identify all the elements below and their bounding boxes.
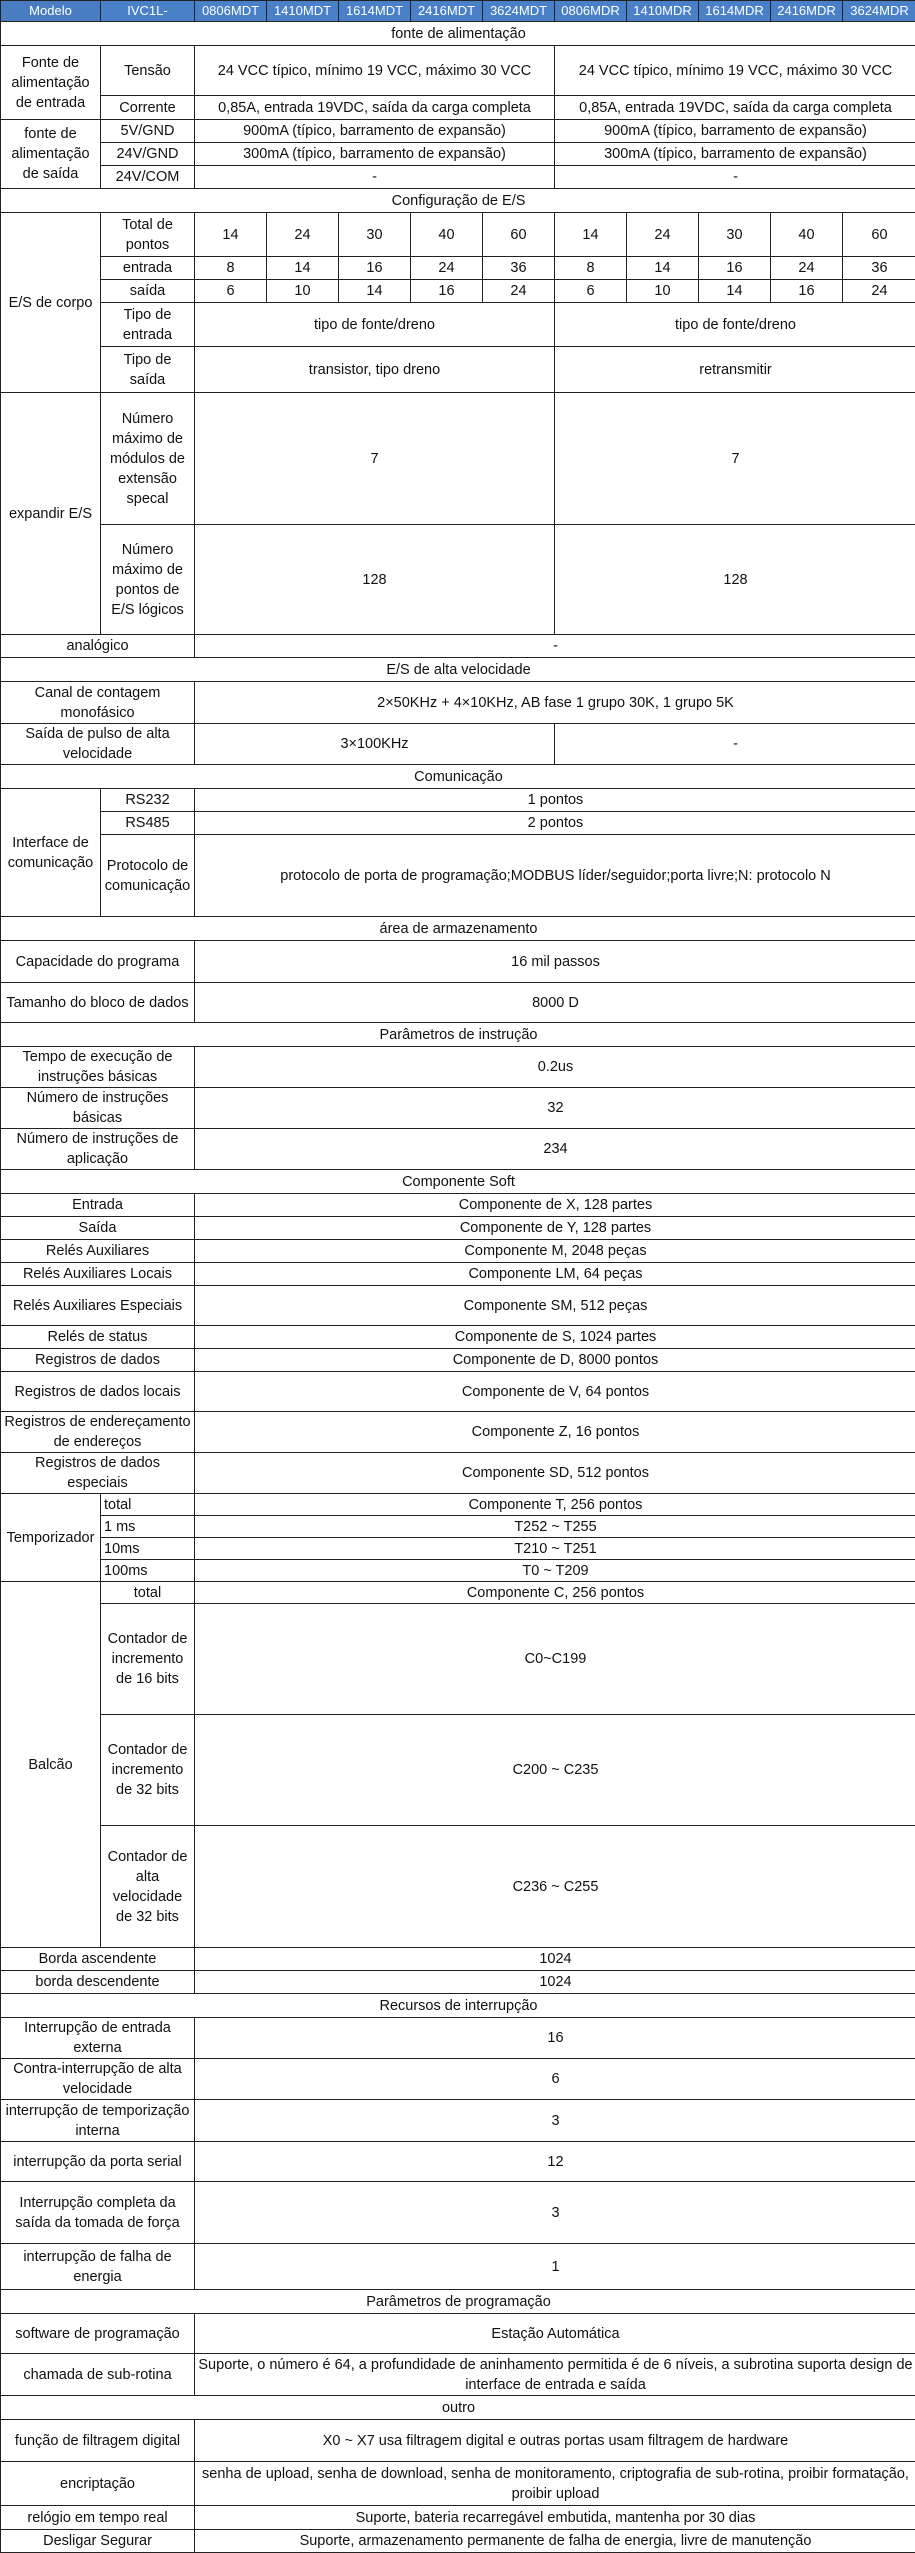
model-header: 1614MDR [699, 1, 771, 22]
section-heading: Configuração de E/S [1, 189, 915, 213]
cell-value: 6 [555, 280, 627, 303]
row-label: 24V/GND [101, 143, 195, 166]
row-label: entrada [101, 257, 195, 280]
cell-value: 3×100KHz [195, 724, 555, 765]
cell-value: Componente de X, 128 partes [195, 1194, 915, 1217]
model-header: 0806MDT [195, 1, 267, 22]
row-label: chamada de sub-rotina [1, 2354, 195, 2396]
row-label: Contador de alta velocidade de 32 bits [101, 1826, 195, 1948]
row-label: Relés Auxiliares Locais [1, 1263, 195, 1286]
row-label: saída [101, 280, 195, 303]
cell-value: 24 [483, 280, 555, 303]
cell-value: Componente C, 256 pontos [195, 1582, 915, 1604]
cell-value: 2 pontos [195, 812, 915, 835]
cell-value: 128 [195, 525, 555, 635]
cell-value: 14 [339, 280, 411, 303]
cell-value: T252 ~ T255 [195, 1516, 915, 1538]
row-label: Tempo de execução de instruções básicas [1, 1047, 195, 1088]
row-label: Relés de status [1, 1326, 195, 1349]
cell-value: transistor, tipo dreno [195, 347, 555, 393]
cell-value: 24 VCC típico, mínimo 19 VCC, máximo 30 VCC [195, 46, 555, 96]
row-group-label: Interface de comunicação [1, 789, 101, 917]
cell-value: 900mA (típico, barramento de expansão) [555, 120, 915, 143]
row-label: Contador de incremento de 16 bits [101, 1604, 195, 1715]
row-label: Número de instruções básicas [1, 1088, 195, 1129]
section-heading: Parâmetros de instrução [1, 1023, 915, 1047]
cell-value: 10 [627, 280, 699, 303]
cell-value: 14 [627, 257, 699, 280]
cell-value: 30 [339, 213, 411, 257]
model-header: 3624MDT [483, 1, 555, 22]
section-heading: Comunicação [1, 765, 915, 789]
row-label: Número máximo de pontos de E/S lógicos [101, 525, 195, 635]
row-group-label: Temporizador [1, 1494, 101, 1582]
cell-value: 234 [195, 1129, 915, 1170]
cell-value: 8 [555, 257, 627, 280]
cell-value: 16 [195, 2018, 915, 2059]
section-heading: fonte de alimentação [1, 22, 915, 46]
cell-value: 7 [195, 393, 555, 525]
row-label: Entrada [1, 1194, 195, 1217]
row-label: 24V/COM [101, 166, 195, 189]
row-group-label: Fonte de alimentação de entrada [1, 46, 101, 120]
cell-value: 16 [771, 280, 843, 303]
cell-value: 8 [195, 257, 267, 280]
row-label: Tipo de saída [101, 347, 195, 393]
cell-value: protocolo de porta de programação;MODBUS líder/seguidor;porta livre;N: protocolo N [195, 835, 915, 917]
section-heading: área de armazenamento [1, 917, 915, 941]
cell-value: Componente T, 256 pontos [195, 1494, 915, 1516]
cell-value: C0~C199 [195, 1604, 915, 1715]
row-label: Canal de contagem monofásico [1, 682, 195, 724]
cell-value: Componente de D, 8000 pontos [195, 1349, 915, 1372]
row-label: borda descendente [1, 1971, 195, 1994]
row-label: 100ms [101, 1560, 195, 1582]
cell-value: Componente de Y, 128 partes [195, 1217, 915, 1240]
cell-value: - [195, 166, 555, 189]
cell-value: 3 [195, 2182, 915, 2244]
row-label: 1 ms [101, 1516, 195, 1538]
cell-value: Componente de V, 64 pontos [195, 1372, 915, 1412]
row-label: Total de pontos [101, 213, 195, 257]
cell-value: 7 [555, 393, 915, 525]
cell-value: 14 [195, 213, 267, 257]
cell-value: 2×50KHz + 4×10KHz, AB fase 1 grupo 30K, 1 grupo 5K [195, 682, 915, 724]
cell-value: 1024 [195, 1971, 915, 1994]
cell-value: 300mA (típico, barramento de expansão) [555, 143, 915, 166]
row-label: Interrupção de entrada externa [1, 2018, 195, 2059]
model-header: 1614MDT [339, 1, 411, 22]
cell-value: 900mA (típico, barramento de expansão) [195, 120, 555, 143]
cell-value: Suporte, bateria recarregável embutida, mantenha por 30 dias [195, 2506, 915, 2530]
row-group-label: E/S de corpo [1, 213, 101, 393]
cell-value: 6 [195, 2059, 915, 2100]
row-label: Tamanho do bloco de dados [1, 983, 195, 1023]
model-header: 0806MDR [555, 1, 627, 22]
row-label: encriptação [1, 2462, 195, 2506]
row-group-label: expandir E/S [1, 393, 101, 635]
cell-value: 6 [195, 280, 267, 303]
section-heading: Componente Soft [1, 1170, 915, 1194]
cell-value: C200 ~ C235 [195, 1715, 915, 1826]
row-label: Borda ascendente [1, 1948, 195, 1971]
row-label: interrupção da porta serial [1, 2142, 195, 2182]
row-label: RS485 [101, 812, 195, 835]
cell-value: senha de upload, senha de download, senha de monitoramento, criptografia de sub-rotina, proibir formatação, proibir upload [195, 2462, 915, 2506]
cell-value: X0 ~ X7 usa filtragem digital e outras portas usam filtragem de hardware [195, 2420, 915, 2462]
cell-value: 16 [411, 280, 483, 303]
row-label: Relés Auxiliares Especiais [1, 1286, 195, 1326]
row-label: relógio em tempo real [1, 2506, 195, 2530]
row-group-label: fonte de alimentação de saída [1, 120, 101, 189]
row-label: Contra-interrupção de alta velocidade [1, 2059, 195, 2100]
cell-value: 24 [267, 213, 339, 257]
row-label: Tipo de entrada [101, 303, 195, 347]
row-label: Registros de dados [1, 1349, 195, 1372]
cell-value: 14 [267, 257, 339, 280]
row-label: interrupção de temporização interna [1, 2100, 195, 2142]
cell-value: Componente SD, 512 pontos [195, 1453, 915, 1494]
cell-value: retransmitir [555, 347, 915, 393]
row-label: 10ms [101, 1538, 195, 1560]
cell-value: Suporte, o número é 64, a profundidade de aninhamento permitida é de 6 níveis, a subrotina suporta design de interface de entrada e saída [195, 2354, 915, 2396]
section-heading: Parâmetros de programação [1, 2290, 915, 2314]
cell-value: Componente de S, 1024 partes [195, 1326, 915, 1349]
cell-value: C236 ~ C255 [195, 1826, 915, 1948]
cell-value: 24 [411, 257, 483, 280]
cell-value: 14 [699, 280, 771, 303]
row-label: Capacidade do programa [1, 941, 195, 983]
row-label: Contador de incremento de 32 bits [101, 1715, 195, 1826]
cell-value: 16 mil passos [195, 941, 915, 983]
cell-value: 60 [843, 213, 915, 257]
cell-value: - [555, 724, 915, 765]
model-header: 1410MDR [627, 1, 699, 22]
cell-value: 0,85A, entrada 19VDC, saída da carga completa [195, 96, 555, 120]
cell-value: 300mA (típico, barramento de expansão) [195, 143, 555, 166]
row-label: Relés Auxiliares [1, 1240, 195, 1263]
cell-value: Componente M, 2048 peças [195, 1240, 915, 1263]
section-heading: E/S de alta velocidade [1, 658, 915, 682]
model-header: 2416MDR [771, 1, 843, 22]
cell-value: 36 [843, 257, 915, 280]
row-label: Interrupção completa da saída da tomada de força [1, 2182, 195, 2244]
row-label: Saída de pulso de alta velocidade [1, 724, 195, 765]
cell-value: 24 VCC típico, mínimo 19 VCC, máximo 30 VCC [555, 46, 915, 96]
cell-value: - [555, 166, 915, 189]
row-label: Número de instruções de aplicação [1, 1129, 195, 1170]
cell-value: 128 [555, 525, 915, 635]
cell-value: - [195, 635, 915, 658]
row-label: software de programação [1, 2314, 195, 2354]
row-label: interrupção de falha de energia [1, 2244, 195, 2290]
row-label: total [101, 1582, 195, 1604]
cell-value: 0,85A, entrada 19VDC, saída da carga completa [555, 96, 915, 120]
row-label: Tensão [101, 46, 195, 96]
model-header: 2416MDT [411, 1, 483, 22]
cell-value: 12 [195, 2142, 915, 2182]
cell-value: Estação Automática [195, 2314, 915, 2354]
row-label: função de filtragem digital [1, 2420, 195, 2462]
cell-value: 24 [843, 280, 915, 303]
cell-value: 16 [699, 257, 771, 280]
cell-value: 32 [195, 1088, 915, 1129]
cell-value: tipo de fonte/dreno [555, 303, 915, 347]
cell-value: 36 [483, 257, 555, 280]
cell-value: T0 ~ T209 [195, 1560, 915, 1582]
row-label: Número máximo de módulos de extensão specal [101, 393, 195, 525]
cell-value: 30 [699, 213, 771, 257]
row-group-label: Balcão [1, 1582, 101, 1948]
row-label: Corrente [101, 96, 195, 120]
cell-value: 24 [771, 257, 843, 280]
cell-value: tipo de fonte/dreno [195, 303, 555, 347]
section-heading: Recursos de interrupção [1, 1994, 915, 2018]
cell-value: 10 [267, 280, 339, 303]
cell-value: 40 [411, 213, 483, 257]
row-label: RS232 [101, 789, 195, 812]
section-heading: outro [1, 2396, 915, 2420]
cell-value: Componente LM, 64 peças [195, 1263, 915, 1286]
row-label: Registros de dados locais [1, 1372, 195, 1412]
cell-value: 1 [195, 2244, 915, 2290]
cell-value: T210 ~ T251 [195, 1538, 915, 1560]
cell-value: 3 [195, 2100, 915, 2142]
row-label: 5V/GND [101, 120, 195, 143]
header-row [1, 1, 915, 22]
row-label: analógico [1, 635, 195, 658]
cell-value: 40 [771, 213, 843, 257]
cell-value: Suporte, armazenamento permanente de falha de energia, livre de manutenção [195, 2530, 915, 2553]
cell-value: 1024 [195, 1948, 915, 1971]
cell-value: 16 [339, 257, 411, 280]
cell-value: 14 [555, 213, 627, 257]
row-label: Saída [1, 1217, 195, 1240]
cell-value: 0.2us [195, 1047, 915, 1088]
cell-value: Componente Z, 16 pontos [195, 1412, 915, 1453]
series-label: IVC1L- [101, 1, 195, 22]
row-label: Registros de dados especiais [1, 1453, 195, 1494]
row-label: Protocolo de comunicação [101, 835, 195, 917]
cell-value: 1 pontos [195, 789, 915, 812]
row-label: Desligar Segurar [1, 2530, 195, 2553]
model-header: 3624MDR [843, 1, 915, 22]
row-label: Registros de endereçamento de endereços [1, 1412, 195, 1453]
cell-value: 24 [627, 213, 699, 257]
model-label: Modelo [1, 1, 101, 22]
row-label: total [101, 1494, 195, 1516]
cell-value: 60 [483, 213, 555, 257]
model-header: 1410MDT [267, 1, 339, 22]
cell-value: 8000 D [195, 983, 915, 1023]
cell-value: Componente SM, 512 peças [195, 1286, 915, 1326]
